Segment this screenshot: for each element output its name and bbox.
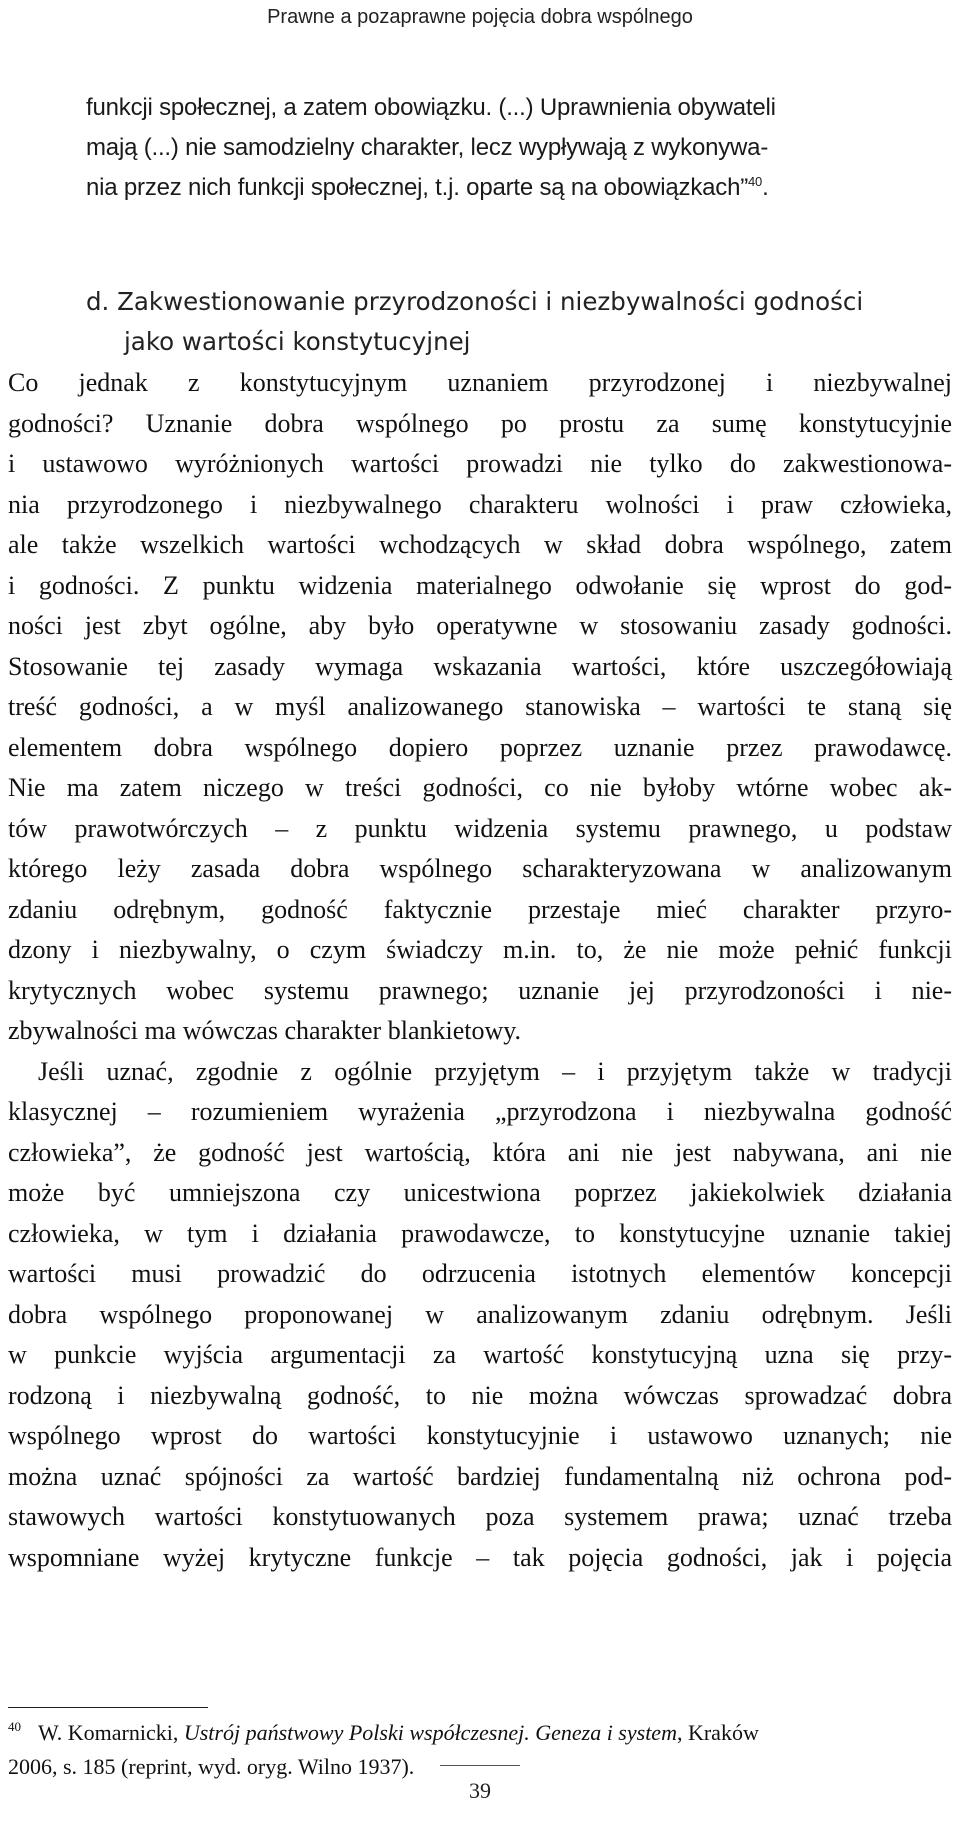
paragraph-line: Stosowanie tej zasady wymaga wskazania wartości, które uszczegółowiają [8,651,952,681]
paragraph-line: i ustawowo wyróżnionych wartości prowadzi nie tylko do zakwestionowa- [8,449,952,478]
paragraph-line: elementem dobra wspólnego dopiero poprzez uznanie przez prawodawcę. [8,732,952,762]
paragraph-line: rodzoną i niezbywalną godność, to nie można wówczas sprowadzać dobra [8,1380,952,1410]
paragraph-line: w punkcie wyjścia argumentacji za wartość konstytucyjną uzna się przy- [8,1340,952,1369]
paragraph-line: stawowych wartości konstytuowanych poza systemem prawa; uznać trzeba [8,1502,952,1531]
footnote-number: 40 [8,1719,21,1734]
quote-line: mają (...) nie samodzielny charakter, lecz wypływają z wykonywa- [86,134,769,161]
paragraph-line: zdaniu odrębnym, godność faktycznie przestaje mieć charakter przyro- [8,894,952,924]
footnote-title: Ustrój państwowy Polski współczesnej. Geneza i system [183,1720,677,1745]
section-heading [86,282,960,362]
quote-line [86,168,876,208]
paragraph-line: ale także wszelkich wartości wchodzących w skład dobra wspólnego, zatem [8,530,952,559]
quote-block [86,88,876,208]
running-header: Prawne a pozaprawne pojęcia dobra wspólnego [267,6,693,28]
paragraph-line: tów prawotwórczych – z punktu widzenia systemu prawnego, u podstaw [8,813,952,843]
paragraph-line: zbywalności ma wówczas charakter blankietowy. [8,1016,522,1045]
page-number-separator [440,1765,520,1766]
paragraph-line: wspólnego wprost do wartości konstytucyjnie i ustawowo uznanych; nie [8,1421,952,1450]
paragraph-line: wartości musi prowadzić do odrzucenia istotnych elementów koncepcji [8,1259,952,1288]
paragraph-line: nia przyrodzonego i niezbywalnego charakteru wolności i praw człowieka, [8,489,952,519]
page-number: 39 [469,1778,491,1803]
paragraph-line: godności? Uznanie dobra wspólnego po prostu za sumę konstytucyjnie [8,408,952,438]
footnote-author: W. Komarnicki, [38,1720,184,1745]
paragraph-line: klasycznej – rozumieniem wyrażenia „przyrodzona i niezbywalna godność [8,1097,952,1126]
paragraph-line: może być umniejszona czy unicestwiona poprzez jakiekolwiek działania [8,1178,952,1207]
paragraph-line: wspomniane wyżej krytyczne funkcje – tak pojęcia godności, jak i pojęcia [8,1542,952,1572]
paragraph-line: Nie ma zatem niczego w treści godności, co nie byłoby wtórne wobec ak- [8,773,952,802]
paragraph-line: treść godności, a w myśl analizowanego stanowiska – wartości te staną się [8,692,952,721]
quote-line-end: . [762,174,769,201]
section-heading-line: jako wartości konstytucyjnej [124,327,471,356]
quote-line: funkcji społecznej, a zatem obowiązku. (...) Uprawnienia obywateli [86,94,776,121]
paragraph-line: człowieka”, że godność jest wartością, która ani nie jest nabywana, ani nie [8,1137,952,1167]
footnote [8,1716,952,1784]
paragraph-line: dobra wspólnego proponowanej w analizowanym zdaniu odrębnym. Jeśli [8,1299,952,1329]
paragraph-line: którego leży zasada dobra wspólnego scharakteryzowana w analizowanym [8,854,952,883]
footnote-separator [8,1707,208,1708]
paragraph-line: Jeśli uznać, zgodnie z ogólnie przyjętym – i przyjętym także w tradycji [38,1056,952,1086]
paragraph-line: dzony i niezbywalny, o czym świadczy m.in. to, że nie może pełnić funkcji [8,935,952,964]
paragraph-line: krytycznych wobec systemu prawnego; uznanie jej przyrodzoności i nie- [8,975,952,1005]
quote-line-text: nia przez nich funkcji społecznej, t.j. oparte są na obowiązkach” [86,174,749,201]
footnote-line: 2006, s. 185 (reprint, wyd. oryg. Wilno 1937). [8,1754,415,1779]
footnote-line [8,1716,952,1750]
footnote-rest: , Kraków [676,1720,759,1745]
paragraph-line: Co jednak z konstytucyjnym uznaniem przyrodzonej i niezbywalnej [8,368,952,397]
paragraph-line: można uznać spójności za wartość bardziej fundamentalną niż ochrona pod- [8,1461,952,1491]
paragraph-line: ności jest zbyt ogólne, aby było operatywne w stosowaniu zasady godności. [8,611,952,640]
paragraph-line: człowieka, w tym i działania prawodawcze, to konstytucyjne uznanie takiej [8,1218,952,1248]
footnote-reference[interactable]: 40 [748,174,763,189]
section-heading-line: d. Zakwestionowanie przyrodzoności i niezbywalności godności [86,287,864,316]
body-text [8,363,952,1578]
paragraph-line: i godności. Z punktu widzenia materialnego odwołanie się wprost do god- [8,570,952,600]
